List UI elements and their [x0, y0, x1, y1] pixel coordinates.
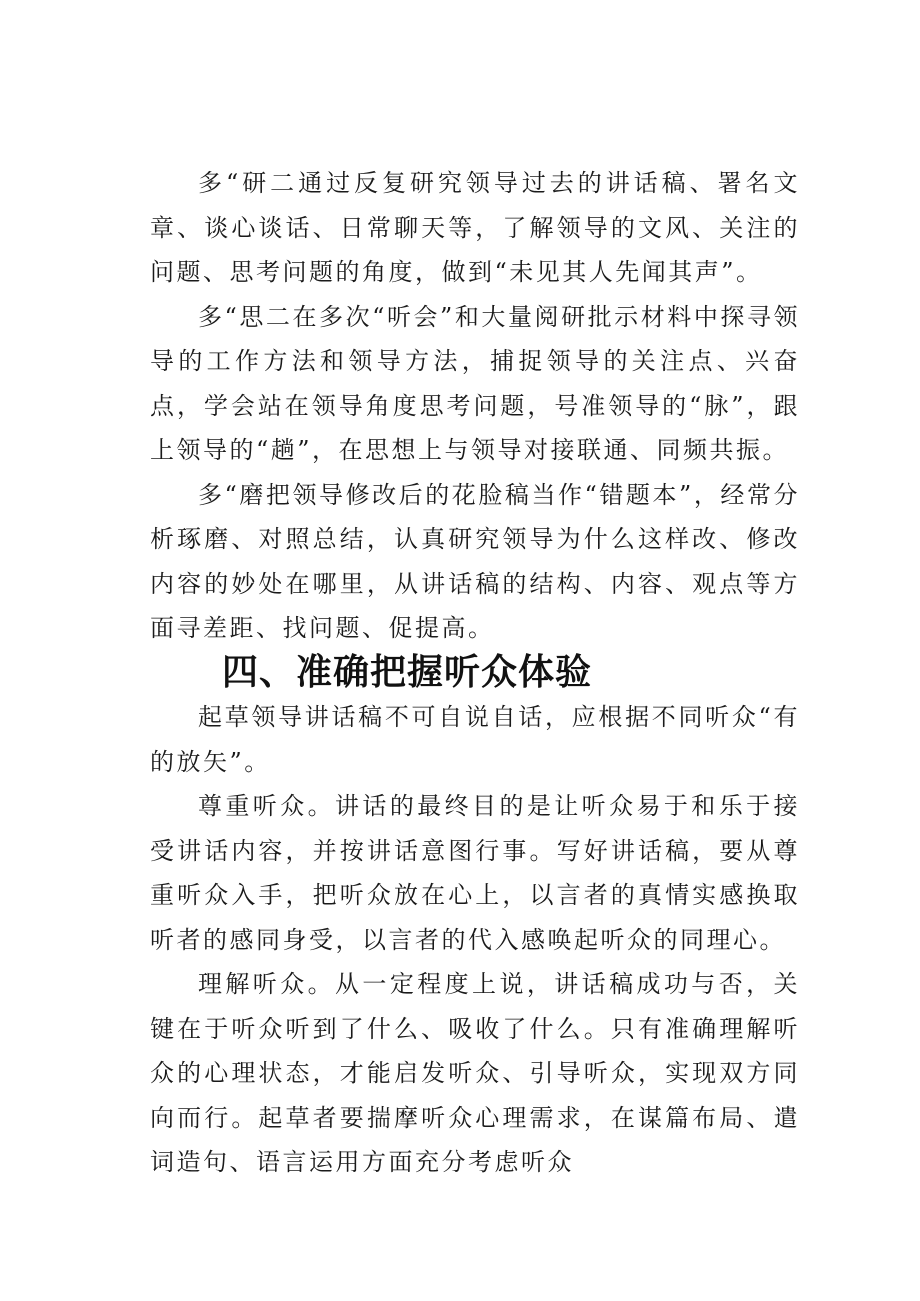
document-body: [150, 161, 800, 1185]
paragraph-respect-audience: 尊重听众。讲话的最终目的是让听众易于和乐于接受讲话内容，并按讲话意图行事。写好讲话稿，要从尊重听众入手，把听众放在心上，以言者的真情实感换取听者的感同身受，以言者的代入感唤起听众的同理心。: [150, 792, 800, 954]
paragraph-understand-audience: 理解听众。从一定程度上说，讲话稿成功与否，关键在于听众听到了什么、吸收了什么。只有准确理解听众的心理状态，才能启发听众、引导听众，实现双方同向而行。起草者要揣摩听众心理需求，在谋篇布局、遣词造句、语言运用方面充分考虑听众: [150, 970, 800, 1176]
paragraph-yan: 多“研二通过反复研究领导过去的讲话稿、署名文章、谈心谈话、日常聊天等，了解领导的文风、关注的问题、思考问题的角度，做到“未见其人先闻其声”。: [150, 169, 800, 286]
paragraph-intro: 起草领导讲话稿不可自说自话，应根据不同听众“有的放矢”。: [150, 703, 800, 776]
paragraph-si: 多“思二在多次“听会”和大量阅研批示材料中探寻领导的工作方法和领导方法，捕捉领导的关注点、兴奋点，学会站在领导角度思考问题，号准领导的“脉”，跟上领导的“趟”，在思想上与领导对接联通、同频共振。: [150, 302, 800, 464]
paragraph-mo: 多“磨把领导修改后的花脸稿当作“错题本”，经常分析琢磨、对照总结，认真研究领导为什么这样改、修改内容的妙处在哪里，从讲话稿的结构、内容、观点等方面寻差距、找问题、促提高。: [150, 480, 800, 642]
section-heading-4: 四、准确把握听众体验: [222, 651, 593, 693]
